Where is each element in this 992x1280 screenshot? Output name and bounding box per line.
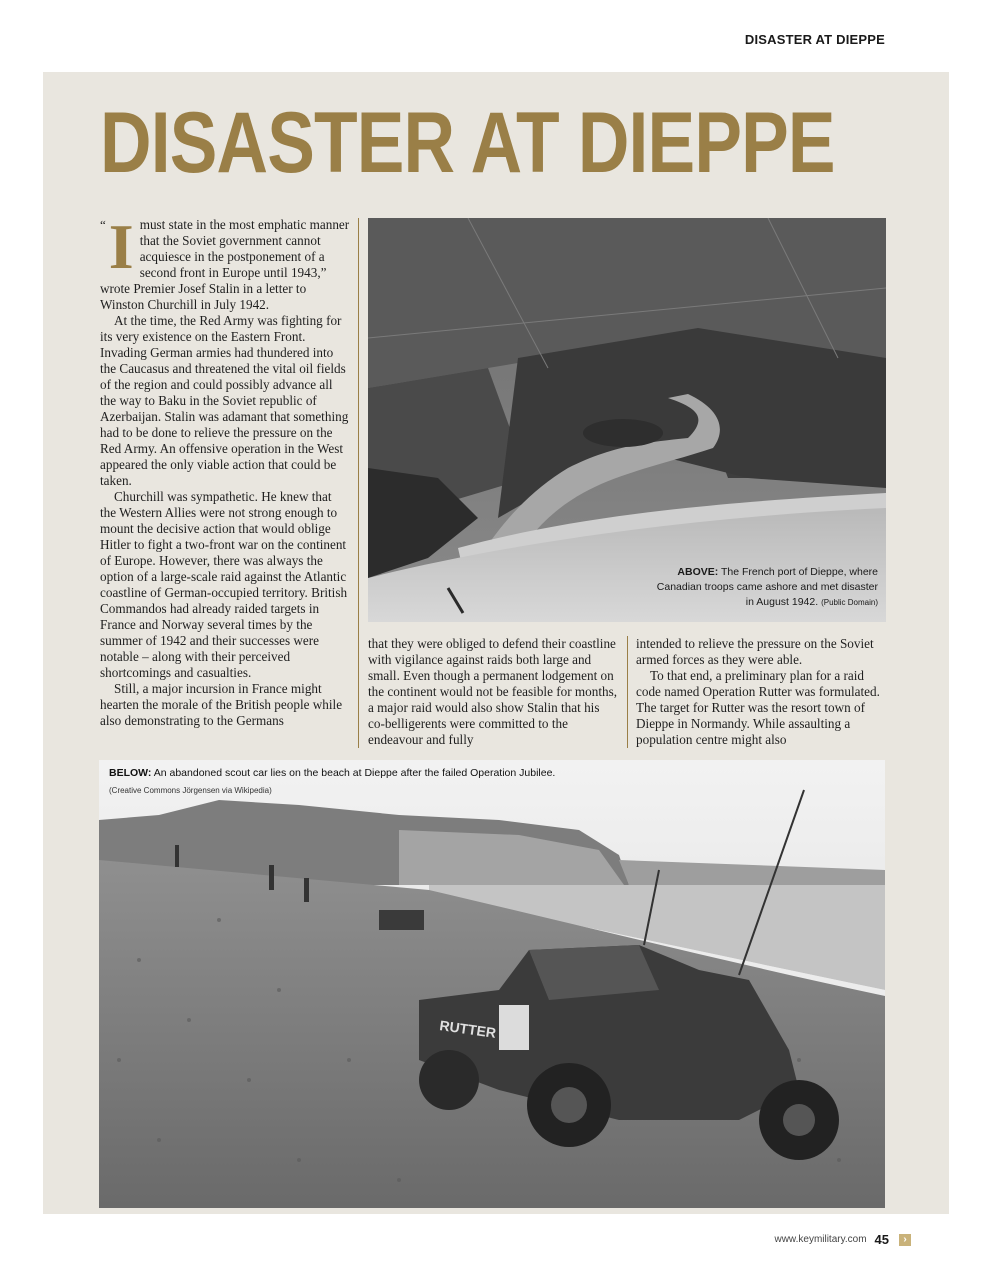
drop-cap: I <box>108 211 134 282</box>
paragraph-2: At the time, the Red Army was fighting for its very existence on the Eastern Front. Invading German armies had thundered into the Caucasus and threatened the vital oil fields of the region and could possibly advance all the way to Baku in the Soviet republic of Azerbaijan. Stalin was adamant that something had to be done to relieve the pressure on the Red Army. An offensive operation in the West appeared the only viable action that could be taken. <box>100 313 349 488</box>
chevron-right-icon: › <box>899 1234 911 1246</box>
paragraph-4: Still, a major incursion in France might hearten the morale of the British people while also demonstrating to the Germans <box>100 681 343 728</box>
column-divider-1 <box>358 218 359 748</box>
text-column-3 <box>636 636 886 748</box>
top-photo-credit: (Public Domain) <box>821 598 878 607</box>
scout-car-photo <box>99 760 885 1208</box>
scout-car-illustration <box>99 760 885 1208</box>
text-column-2 <box>368 636 618 748</box>
paragraph-5: that they were obliged to defend their coastline with vigilance against raids both large and small. Even though a permanent lodgement on the continent would not be feasible for months, a major raid would also show Stalin that his co-belligerents were committed to the endeavour and fully <box>368 636 618 747</box>
paragraph-1-text: must state in the most emphatic manner that the Soviet government cannot acquiesce in the postponement of a second front in Europe until 1943,” wrote Premier Josef Stalin in a letter to Winston Churchill in July 1942. <box>100 217 350 312</box>
bottom-photo-caption <box>109 766 555 798</box>
paragraph-7: To that end, a preliminary plan for a raid code named Operation Rutter was formulated. The target for Rutter was the resort town of Dieppe in Normandy. While assaulting a population centre might also <box>636 668 880 747</box>
bottom-caption-label: BELOW: <box>109 767 152 779</box>
vehicle-marking: RUTTER <box>438 1017 498 1041</box>
running-head: DISASTER AT DIEPPE <box>744 32 885 47</box>
open-quote: “ <box>100 217 106 232</box>
page-footer <box>774 1232 911 1247</box>
text-column-1 <box>100 211 350 729</box>
bottom-photo-credit: (Creative Commons Jörgensen via Wikipedia) <box>109 786 272 795</box>
column-divider-2 <box>627 636 628 748</box>
bottom-caption-text: An abandoned scout car lies on the beach at Dieppe after the failed Operation Jubilee. <box>153 767 556 779</box>
footer-website[interactable]: www.keymilitary.com <box>774 1234 867 1245</box>
top-caption-label: ABOVE: <box>677 566 719 578</box>
article-title: DISASTER AT DIEPPE <box>100 95 835 191</box>
paragraph-6: intended to relieve the pressure on the Soviet armed forces as they were able. <box>636 636 874 667</box>
aerial-photo-illustration <box>368 218 886 622</box>
paragraph-3: Churchill was sympathetic. He knew that the Western Allies were not strong enough to mount the decisive action that would oblige Hitler to fight a two-front war on the continent of Europe. However, there was always the option of a large-scale raid against the Atlantic coastline of German-occupied territory. British Commandos had already raided targets in France and Norway several times by the summer of 1942 and their successes were notable – along with their perceived shortcomings and casualties. <box>100 489 348 680</box>
page-number: 45 <box>874 1232 889 1247</box>
paragraph-1 <box>100 211 350 313</box>
top-caption-text: The French port of Dieppe, where Canadian troops came ashore and met disaster in August 1942. <box>656 566 878 608</box>
top-photo-caption <box>648 565 878 610</box>
aerial-photo-dieppe <box>368 218 886 622</box>
